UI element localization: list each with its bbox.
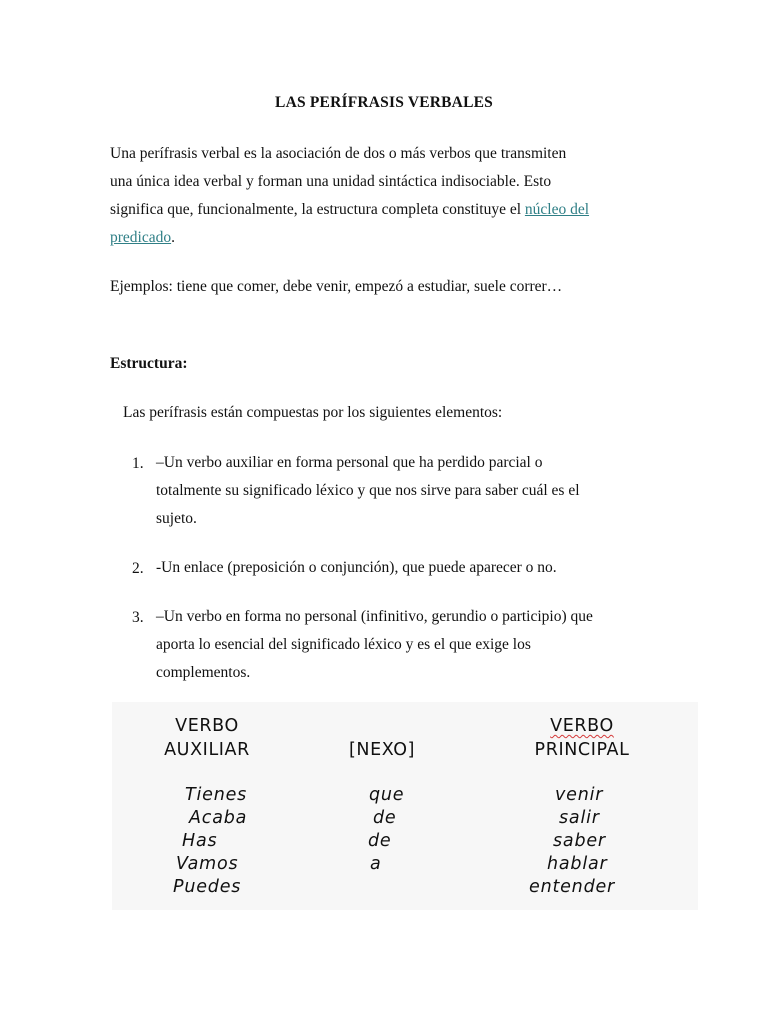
intro-line-4 <box>110 224 670 252</box>
list-item-1-line-2: totalmente su significado léxico y que nos sirve para saber cuál es el <box>156 482 580 499</box>
principal-cell: entender <box>529 877 616 897</box>
auxiliar-cell: Vamos <box>176 854 239 874</box>
intro-line-4-tail: . <box>171 229 175 246</box>
periphrasis-figure <box>112 702 698 910</box>
list-item-1-line-1: –Un verbo auxiliar en forma personal que ha perdido parcial o <box>156 454 543 471</box>
nexo-cell: que <box>369 785 405 805</box>
document-title: LAS PERÍFRASIS VERBALES <box>275 94 493 111</box>
column-head-principal-line-2: PRINCIPAL <box>534 740 630 760</box>
structure-intro: Las perífrasis están compuestas por los siguientes elementos: <box>123 404 503 421</box>
column-head-auxiliar <box>132 714 282 762</box>
list-number-3: 3. <box>132 609 144 626</box>
nucleo-link[interactable]: núcleo del <box>524 201 590 218</box>
intro-line-2: una única idea verbal y forman una unidad sintáctica indisociable. Esto <box>110 173 552 190</box>
principal-cell: saber <box>553 831 606 851</box>
structure-heading: Estructura: <box>110 355 188 372</box>
auxiliar-cell: Tienes <box>185 785 248 805</box>
nexo-cell: a <box>370 854 382 874</box>
list-number-2: 2. <box>132 560 144 577</box>
column-head-principal <box>502 714 662 762</box>
intro-paragraph <box>110 140 670 252</box>
list-item-3-line-3: complementos. <box>156 664 251 681</box>
auxiliar-cell: Has <box>182 831 218 851</box>
nexo-cell: de <box>373 808 397 828</box>
list-item-3 <box>156 603 593 687</box>
list-item-2 <box>156 554 557 582</box>
principal-cell: salir <box>559 808 600 828</box>
column-head-principal-word: VERBO <box>550 716 614 736</box>
column-head-principal-line-1 <box>502 714 662 738</box>
column-head-auxiliar-line-1: VERBO <box>175 716 239 736</box>
principal-cell: hablar <box>547 854 608 874</box>
principal-cell: venir <box>555 785 604 805</box>
auxiliar-cell: Acaba <box>189 808 248 828</box>
examples-paragraph: Ejemplos: tiene que comer, debe venir, empezó a estudiar, suele correr… <box>110 278 563 295</box>
list-item-3-line-1: –Un verbo en forma no personal (infinitivo, gerundio o participio) que <box>156 608 593 625</box>
predicado-link[interactable]: predicado <box>110 229 172 246</box>
intro-line-1: Una perífrasis verbal es la asociación de dos o más verbos que transmiten <box>110 145 567 162</box>
intro-line-3 <box>110 196 670 224</box>
auxiliar-cell: Puedes <box>173 877 242 897</box>
column-head-auxiliar-line-2: AUXILIAR <box>164 740 250 760</box>
column-head-nexo: [NEXO] <box>348 740 416 760</box>
intro-line-3-text: significa que, funcionalmente, la estructura completa constituye el <box>110 201 525 218</box>
nexo-cell: de <box>368 831 392 851</box>
list-item-2-line-1: -Un enlace (preposición o conjunción), que puede aparecer o no. <box>156 559 557 576</box>
list-item-3-line-2: aporta lo esencial del significado léxico y es el que exige los <box>156 636 531 653</box>
list-number-1: 1. <box>132 455 144 472</box>
list-item-1-line-3: sujeto. <box>156 510 197 527</box>
list-item-1 <box>156 449 580 533</box>
